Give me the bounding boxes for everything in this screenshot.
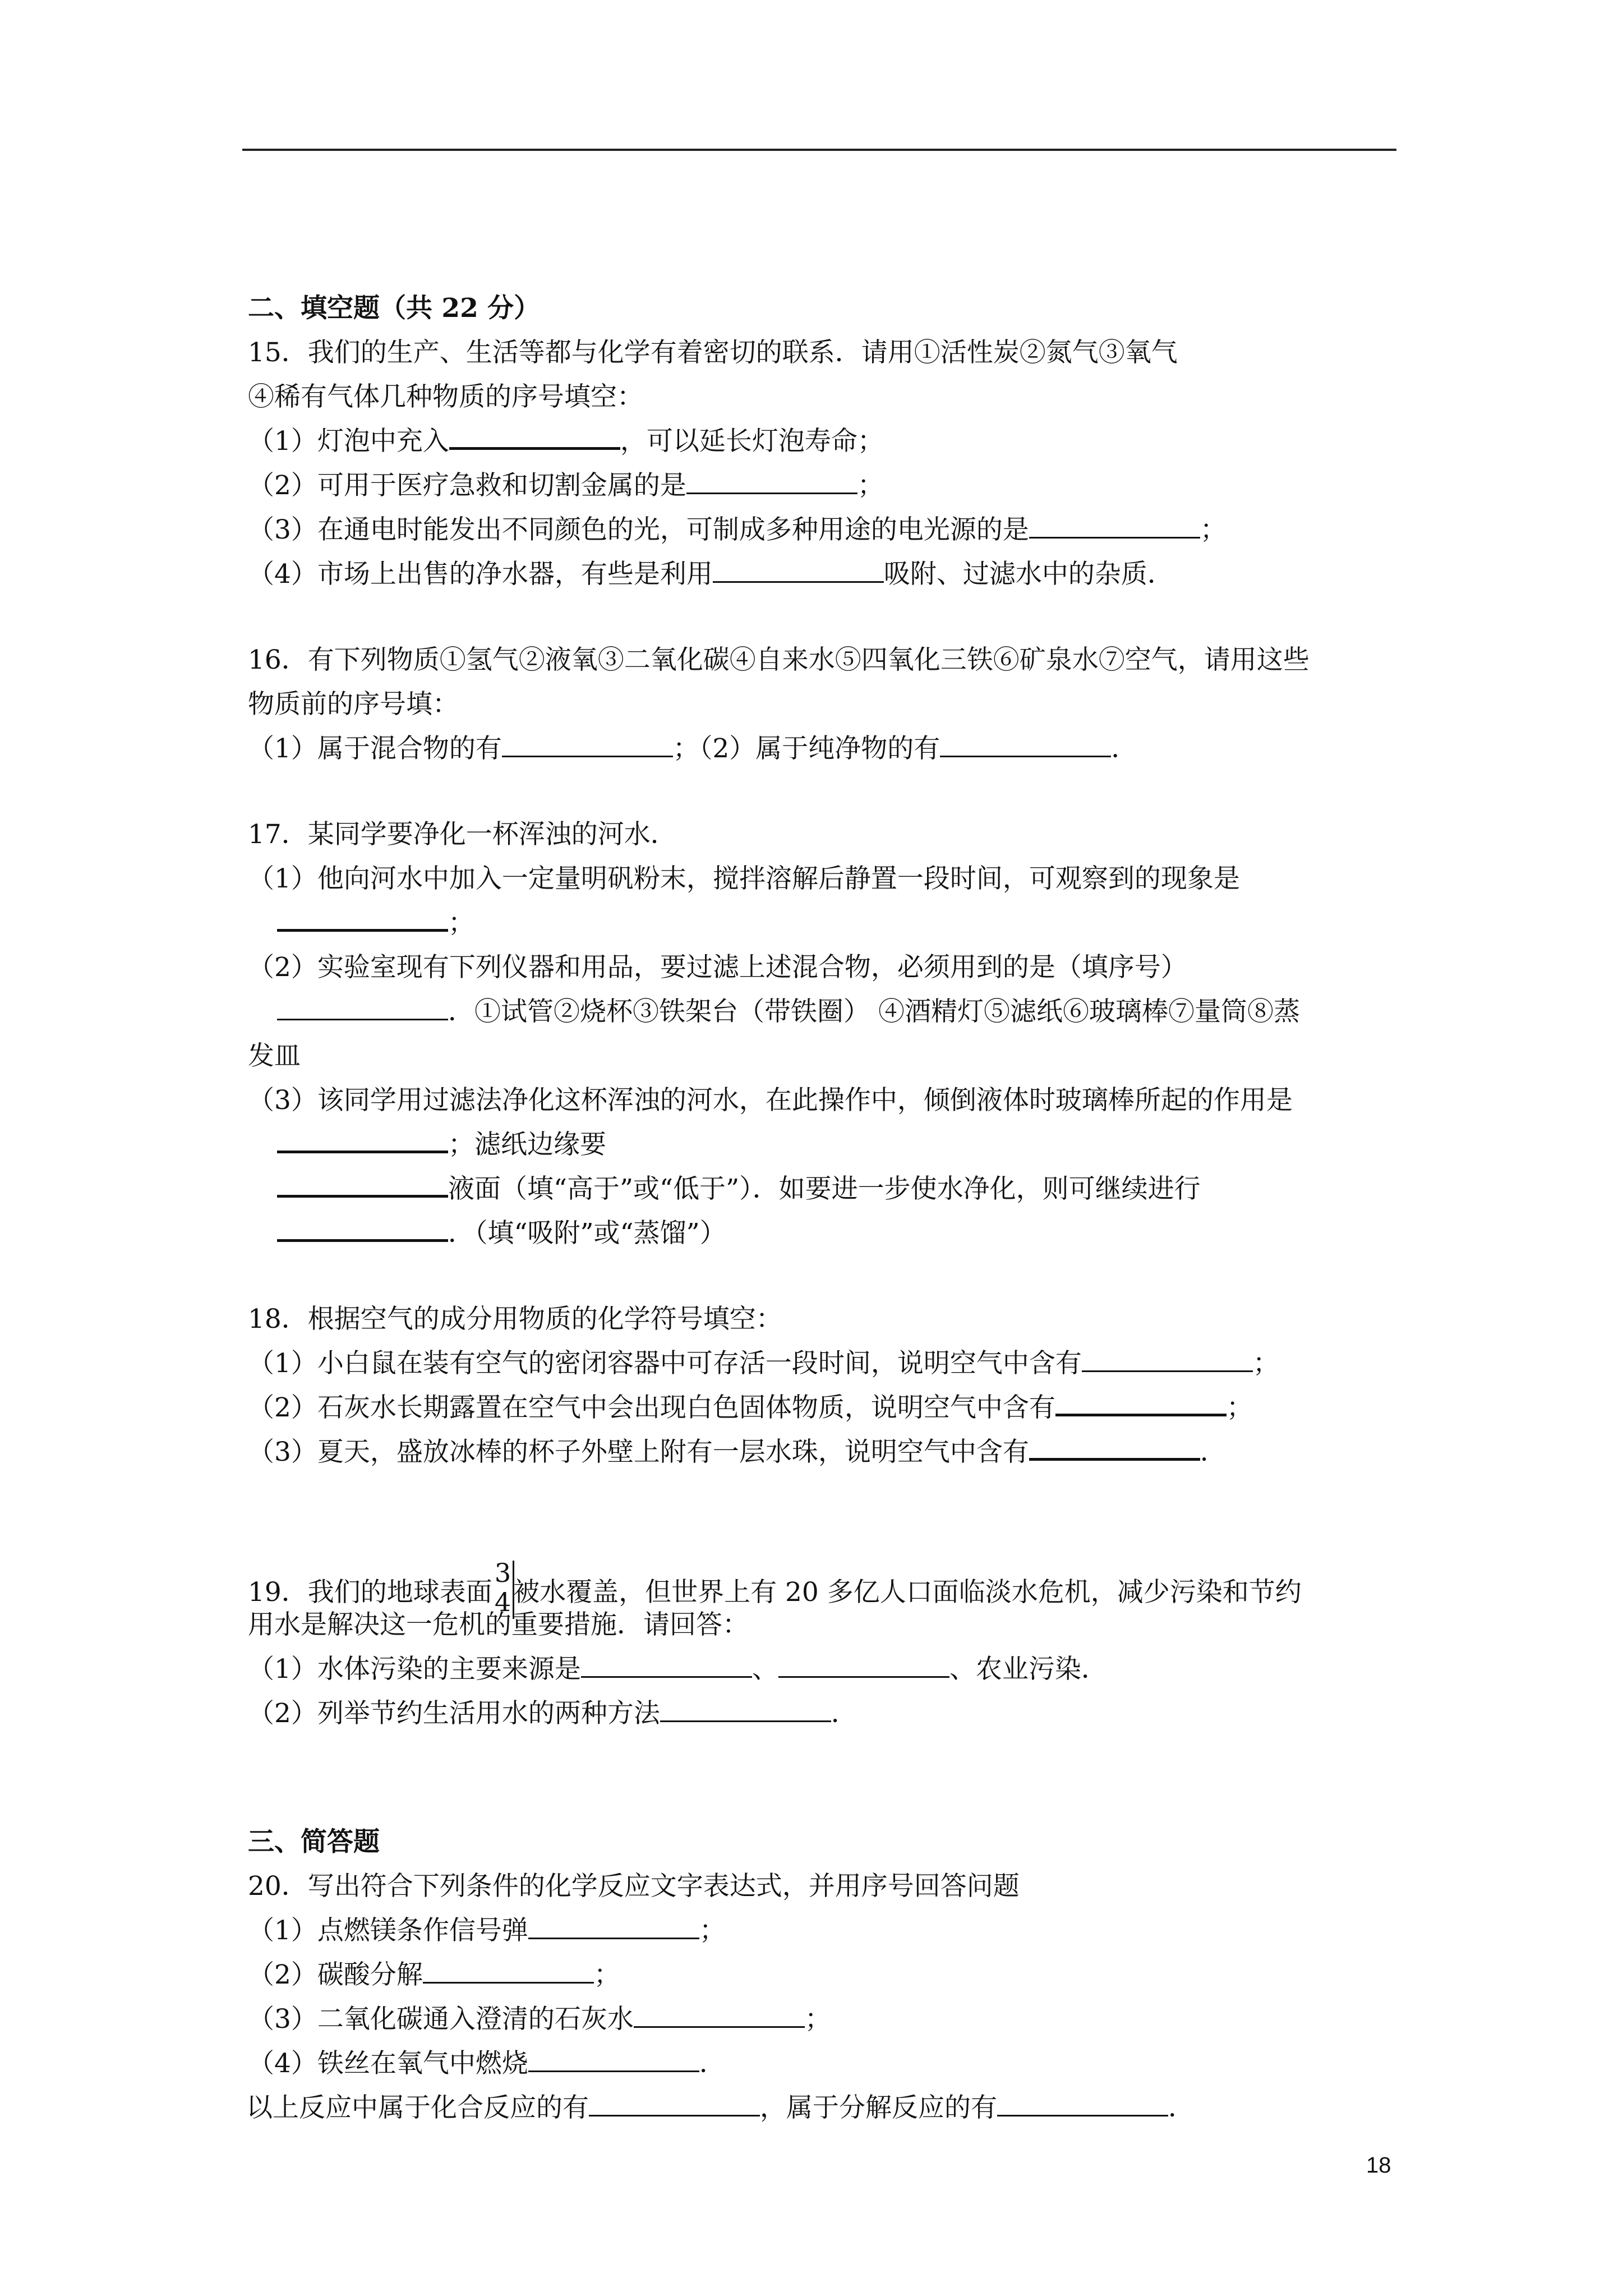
answer-blank[interactable] xyxy=(713,559,884,583)
q19-stem-text-b: 被水覆盖，但世界上有 20 多亿人口面临淡水危机，减少污染和节约 xyxy=(513,1577,1302,1608)
q18-stem: 18．根据空气的成分用物质的化学符号填空： xyxy=(248,1304,782,1335)
q19-stem-text-a: 19．我们的地球表面 xyxy=(248,1577,492,1608)
q16-part1 xyxy=(248,726,1403,771)
q20-part1-text: （1）点燃镁条作信号弹 xyxy=(248,1915,528,1946)
answer-blank[interactable] xyxy=(1029,514,1200,539)
answer-blank[interactable] xyxy=(528,2048,699,2072)
q15-part2-end: ； xyxy=(857,470,884,501)
q18-part3 xyxy=(248,1430,1403,1474)
q17-part2-answer xyxy=(248,990,1403,1034)
q15-part3-text: （3）在通电时能发出不同颜色的光，可制成多种用途的电光源的是 xyxy=(248,514,1029,545)
answer-blank[interactable] xyxy=(423,1959,594,1984)
q17-part2-options-end: 发皿 xyxy=(248,1041,301,1071)
q19-part2 xyxy=(248,1691,1403,1736)
answer-blank[interactable] xyxy=(940,733,1111,757)
q20-part4-end: ． xyxy=(699,2048,726,2079)
answer-blank[interactable] xyxy=(277,1217,448,1242)
q19-stem-line1 xyxy=(248,1558,1403,1617)
q20-part1 xyxy=(248,1908,1403,1953)
q17-part2-options: ．①试管②烧杯③铁架台（带铁圈） ④酒精灯⑤滤纸⑥玻璃棒⑦量筒⑧蒸 xyxy=(448,996,1300,1027)
answer-blank[interactable] xyxy=(1055,1391,1227,1416)
q20-summary xyxy=(246,2086,1403,2130)
q15-stem-line1: 15．我们的生产、生活等都与化学有着密切的联系．请用①活性炭②氮气③氧气 xyxy=(248,337,1178,368)
q20-part3-end: ； xyxy=(804,2004,831,2035)
q18-part2 xyxy=(248,1386,1403,1430)
q17-part2: （2）实验室现有下列仪器和用品，要过滤上述混合物，必须用到的是（填序号） xyxy=(248,952,1187,983)
answer-blank[interactable] xyxy=(528,1915,699,1939)
q20-part3 xyxy=(248,1997,1403,2041)
answer-blank[interactable] xyxy=(502,733,673,757)
q17-part3-text-b: ；滤纸边缘要 xyxy=(448,1129,606,1160)
section3-title: 三、简答题 xyxy=(248,1826,380,1857)
q15-part4-end: 吸附、过滤水中的杂质． xyxy=(883,559,1174,590)
q17-part1-answer xyxy=(248,901,1403,945)
q17-part1-end: ； xyxy=(448,908,474,938)
section2-title: 二、填空题（共 22 分） xyxy=(248,293,541,324)
fraction-three-quarters xyxy=(495,1558,511,1617)
question-17 xyxy=(248,812,1403,1255)
exam-content xyxy=(248,286,1403,2130)
q18-part2-end: ； xyxy=(1226,1392,1253,1423)
answer-blank[interactable] xyxy=(449,425,620,450)
answer-blank[interactable] xyxy=(634,2004,805,2028)
q18-part2-text: （2）石灰水长期露置在空气中会出现白色固体物质，说明空气中含有 xyxy=(248,1392,1055,1423)
q16-stem-line2: 物质前的序号填： xyxy=(248,689,459,720)
answer-blank[interactable] xyxy=(277,996,448,1020)
q20-part2-end: ； xyxy=(593,1959,620,1990)
answer-blank[interactable] xyxy=(581,1654,752,1678)
answer-blank[interactable] xyxy=(277,907,448,932)
page-number: 18 xyxy=(1366,2153,1391,2178)
q20-summary-text-a: 以上反应中属于化合反应的有 xyxy=(246,2092,589,2123)
q19-part1-sep: 、 xyxy=(751,1654,778,1685)
answer-blank[interactable] xyxy=(277,1128,448,1153)
q20-part2 xyxy=(248,1953,1403,1997)
q16-part2-text: ；（2）属于纯净物的有 xyxy=(672,733,940,764)
q15-part2-text: （2）可用于医疗急救和切割金属的是 xyxy=(248,470,686,501)
answer-blank[interactable] xyxy=(660,1698,831,1722)
fraction-denominator: 4 xyxy=(494,1587,511,1617)
q19-part1-end: 、农业污染． xyxy=(949,1654,1108,1685)
q15-part1-text: （1）灯泡中充入 xyxy=(248,426,449,457)
q20-part4 xyxy=(248,2041,1403,2086)
q15-part1-end: ，可以延长灯泡寿命； xyxy=(620,426,884,457)
q16-part-end: ． xyxy=(1111,733,1138,764)
q20-part3-text: （3）二氧化碳通入澄清的石灰水 xyxy=(248,2004,634,2035)
question-20 xyxy=(248,1864,1403,2130)
q17-part3: （3）该同学用过滤法净化这杯浑浊的河水，在此操作中，倾倒液体时玻璃棒所起的作用是 xyxy=(248,1085,1293,1116)
q18-part3-text: （3）夏天，盛放冰棒的杯子外壁上附有一层水珠，说明空气中含有 xyxy=(248,1437,1029,1467)
answer-blank[interactable] xyxy=(589,2092,760,2116)
q15-part4 xyxy=(248,552,1403,596)
q15-stem-line2: ④稀有气体几种物质的序号填空： xyxy=(248,381,643,412)
answer-blank[interactable] xyxy=(686,470,857,494)
q19-part1-text: （1）水体污染的主要来源是 xyxy=(248,1654,581,1685)
q17-part3-answer3 xyxy=(248,1211,1403,1255)
question-15 xyxy=(248,330,1403,596)
q17-stem: 17．某同学要净化一杯浑浊的河水． xyxy=(248,819,677,850)
q19-stem-line2: 用水是解决这一危机的重要措施．请回答： xyxy=(248,1609,749,1640)
question-16 xyxy=(248,638,1403,771)
q15-part4-text: （4）市场上出售的净水器，有些是利用 xyxy=(248,559,713,590)
answer-blank[interactable] xyxy=(1082,1348,1253,1372)
q17-part3-text-d: ．（填“吸附”或“蒸馏”） xyxy=(448,1218,726,1249)
q15-part2 xyxy=(248,463,1403,508)
q17-part3-text-c: 液面（填“高于”或“低于”）．如要进一步使水净化，则可继续进行 xyxy=(448,1174,1201,1204)
q17-part3-answer2 xyxy=(248,1167,1403,1211)
q15-part3 xyxy=(248,508,1403,552)
q19-part2-text: （2）列举节约生活用水的两种方法 xyxy=(248,1698,660,1729)
answer-blank[interactable] xyxy=(1029,1435,1200,1461)
q18-part3-end: ． xyxy=(1200,1437,1227,1467)
answer-blank[interactable] xyxy=(778,1654,949,1678)
q20-part2-text: （2）碳酸分解 xyxy=(248,1959,423,1990)
q15-part3-end: ； xyxy=(1200,514,1227,545)
header-rule xyxy=(242,149,1396,151)
q20-part1-end: ； xyxy=(699,1915,726,1946)
q20-summary-text-b: ，属于分解反应的有 xyxy=(760,2092,997,2123)
answer-blank[interactable] xyxy=(997,2092,1168,2116)
question-18 xyxy=(248,1297,1403,1474)
q18-part1-text: （1）小白鼠在装有空气的密闭容器中可存活一段时间，说明空气中含有 xyxy=(248,1348,1082,1379)
fraction-numerator: 3 xyxy=(494,1558,511,1588)
q20-stem: 20．写出符合下列条件的化学反应文字表达式，并用序号回答问题 xyxy=(248,1871,1020,1902)
q18-part1 xyxy=(248,1341,1403,1386)
q19-part1 xyxy=(248,1647,1403,1691)
q19-part2-end: ． xyxy=(831,1698,857,1729)
q15-part1 xyxy=(248,419,1403,463)
question-19 xyxy=(248,1558,1403,1736)
q16-stem-line1: 16．有下列物质①氢气②液氧③二氧化碳④自来水⑤四氧化三铁⑥矿泉水⑦空气，请用这些 xyxy=(248,645,1310,675)
answer-blank[interactable] xyxy=(277,1172,448,1198)
q18-part1-end: ； xyxy=(1252,1348,1279,1379)
q20-summary-end: ． xyxy=(1168,2092,1195,2123)
q17-part1: （1）他向河水中加入一定量明矾粉末，搅拌溶解后静置一段时间，可观察到的现象是 xyxy=(248,863,1240,894)
q20-part4-text: （4）铁丝在氧气中燃烧 xyxy=(248,2048,528,2079)
q16-part1-text: （1）属于混合物的有 xyxy=(248,733,502,764)
q17-part3-answer1 xyxy=(248,1122,1403,1167)
